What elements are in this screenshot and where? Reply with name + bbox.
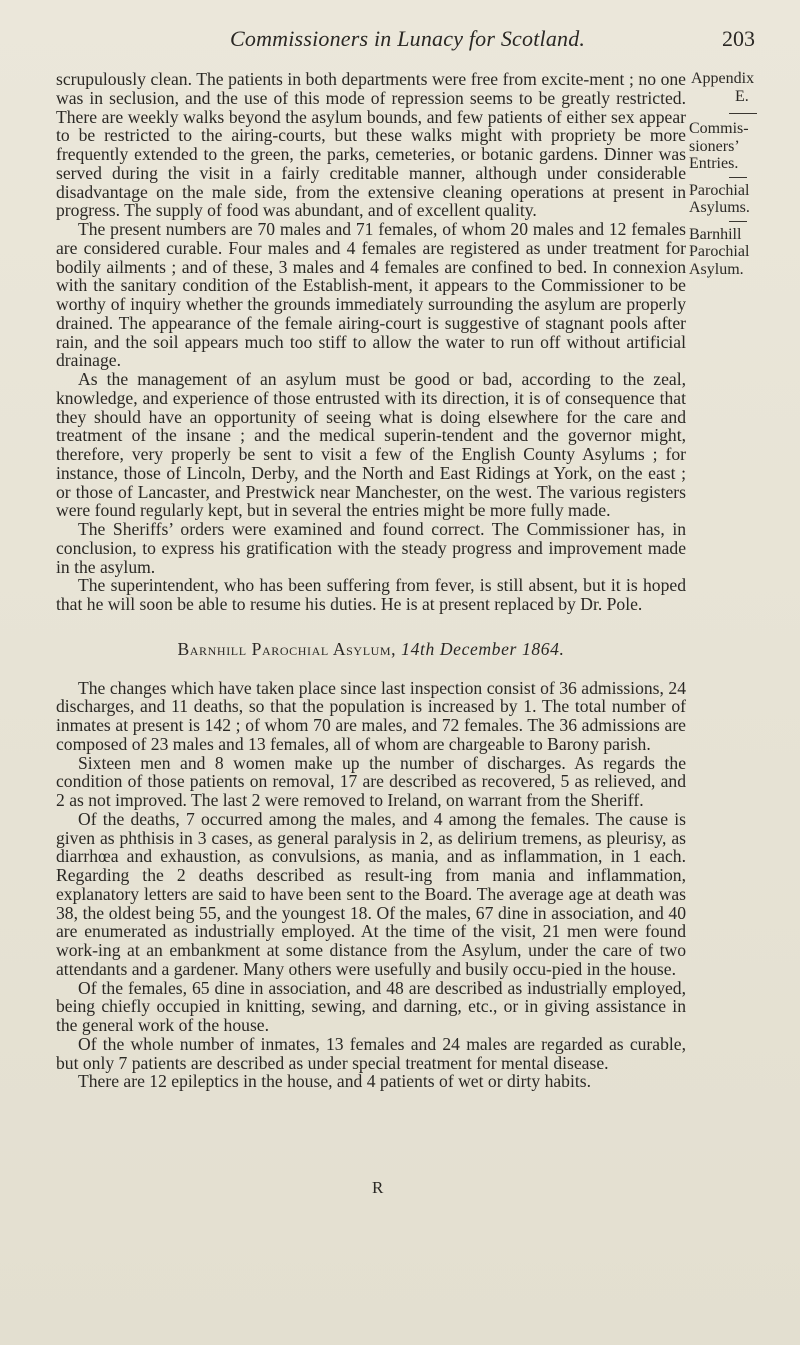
- running-header: [0, 26, 800, 58]
- margin-rule: [729, 113, 757, 114]
- margin-commissioners-line-2: sioners’: [689, 137, 740, 155]
- paragraph: Of the females, 65 dine in association, and 48 are described as industrially employed, being chiefly occupied in knitting, sewing, and darning, etc., or in giving assistance in the general work of the house.: [56, 977, 686, 1035]
- section-heading-place: Barnhill Parochial Asylum,: [177, 638, 397, 659]
- page-number: 203: [722, 26, 755, 51]
- paragraph: The Sheriffs’ orders were examined and found correct. The Commissioner has, in conclusion, to express his gratification with the steady progress and improvement made in the asylum.: [56, 519, 686, 577]
- signature-mark: R: [372, 1178, 384, 1197]
- paragraph: The superintendent, who has been suffering from fever, is still absent, but it is hoped that he will soon be able to resume his duties. He is at present replaced by Dr. Pole.: [56, 575, 686, 614]
- margin-rule: [729, 221, 747, 222]
- paragraph: The changes which have taken place since last inspection consist of 36 admissions, 24 discharges, and 11 deaths, so that the population is increased by 1. The total number of inmates at present is 142 ; of whom 70 are males, and 72 females. The 36 admissions are composed of 23 males and 13 females, all of whom are chargeable to Barony parish.: [56, 677, 686, 754]
- paragraph: Of the deaths, 7 occurred among the males, and 4 among the females. The cause is given as phthisis in 3 cases, as general paralysis in 2, as delirium tremens, as pleurisy, as diarrhœa and exhaustion, as convulsions, as mania, and as inflammation, in 1 each. Regarding the 2 deaths described as result-ing from mania and inflammation, explanatory letters are said to have been sent to the Board. The average age at death was 38, the oldest being 55, and the youngest 18. Of the males, 67 dine in association, and 40 are enumerated as industrially employed. At the time of the visit, 21 men were found work-ing at an embankment at some distance from the Asylum, under the care of two attendants and a gardener. Many others were usefully and busily occu-pied in the house.: [56, 808, 686, 979]
- paragraph: Sixteen men and 8 women make up the number of discharges. As regards the condition of those patients on removal, 17 are described as recovered, 5 as relieved, and 2 as not improved. The last 2 were removed to Ireland, on warrant from the Sheriff.: [56, 752, 686, 810]
- margin-parochial-line-2: Asylums.: [689, 199, 750, 216]
- margin-barnhill-line-2: Parochial: [689, 243, 750, 260]
- margin-parochial-line-1: Parochial: [689, 181, 750, 199]
- margin-notes: [689, 70, 799, 278]
- paragraph: Of the whole number of inmates, 13 females and 24 males are regarded as curable, but only 7 patients are described as under special treatment for mental disease.: [56, 1033, 686, 1073]
- margin-commissioners-line-3: Entries.: [689, 155, 739, 172]
- margin-appendix: Appendix: [691, 70, 755, 87]
- paragraph: scrupulously clean. The patients in both departments were free from excite-ment ; no one was in seclusion, and the use of this mode of repression seems to be greatly restricted. There are weekly walks beyond the asylum bounds, and few patients of either sex appear to be restricted to the airing-courts, but these walks might with propriety be more frequently extended to the green, the parks, cemeteries, or botanic gardens. Dinner was served during the visit in a fairly creditable manner, although under considerable disadvantage on the male side, from the extensive cleaning operations at present in progress. The supply of food was abundant, and of excellent quality.: [56, 69, 686, 221]
- paragraph: There are 12 epileptics in the house, and 4 patients of wet or dirty habits.: [78, 1071, 592, 1092]
- margin-barnhill-line-3: Asylum.: [689, 260, 744, 278]
- section-heading-date: 14th December 1864.: [401, 638, 565, 659]
- paragraph: The present numbers are 70 males and 71 females, of whom 20 males and 12 females are considered curable. Four males and 4 females are registered as under treatment for bodily ailments ; and of these, 3 males and 4 females are confined to bed. In connexion with the sanitary condition of the Establish-ment, it appears to the Commissioner to be worthy of inquiry whether the grounds immediately surrounding the asylum are properly drained. The appearance of the female airing-court is suggestive of stagnant pools after rain, and the soil appears much too stiff to allow the water to run off without artificial drainage.: [56, 219, 686, 371]
- margin-barnhill-line-1: Barnhill: [689, 225, 742, 243]
- main-text-column: [56, 70, 686, 1091]
- margin-commissioners-line-1: Commis-: [689, 120, 749, 137]
- running-title: Commissioners in Lunacy for Scotland.: [230, 26, 586, 51]
- margin-appendix-letter: E.: [735, 87, 749, 105]
- section-heading: [56, 640, 686, 659]
- margin-rule: [729, 177, 747, 178]
- paragraph: As the management of an asylum must be good or bad, according to the zeal, knowledge, and experience of those entrusted with its direction, it is of consequence that they should have an opportunity of seeing what is doing elsewhere for the care and treatment of the insane ; and the medical superin-tendent and the governor might, therefore, very properly be sent to visit a few of the English County Asylums ; for instance, those of Lincoln, Derby, and the North and East Ridings at York, on the east ; or those of Lancaster, and Prestwick near Manchester, on the west. The various registers were found regularly kept, but in several the entries might be more fully made.: [56, 369, 686, 521]
